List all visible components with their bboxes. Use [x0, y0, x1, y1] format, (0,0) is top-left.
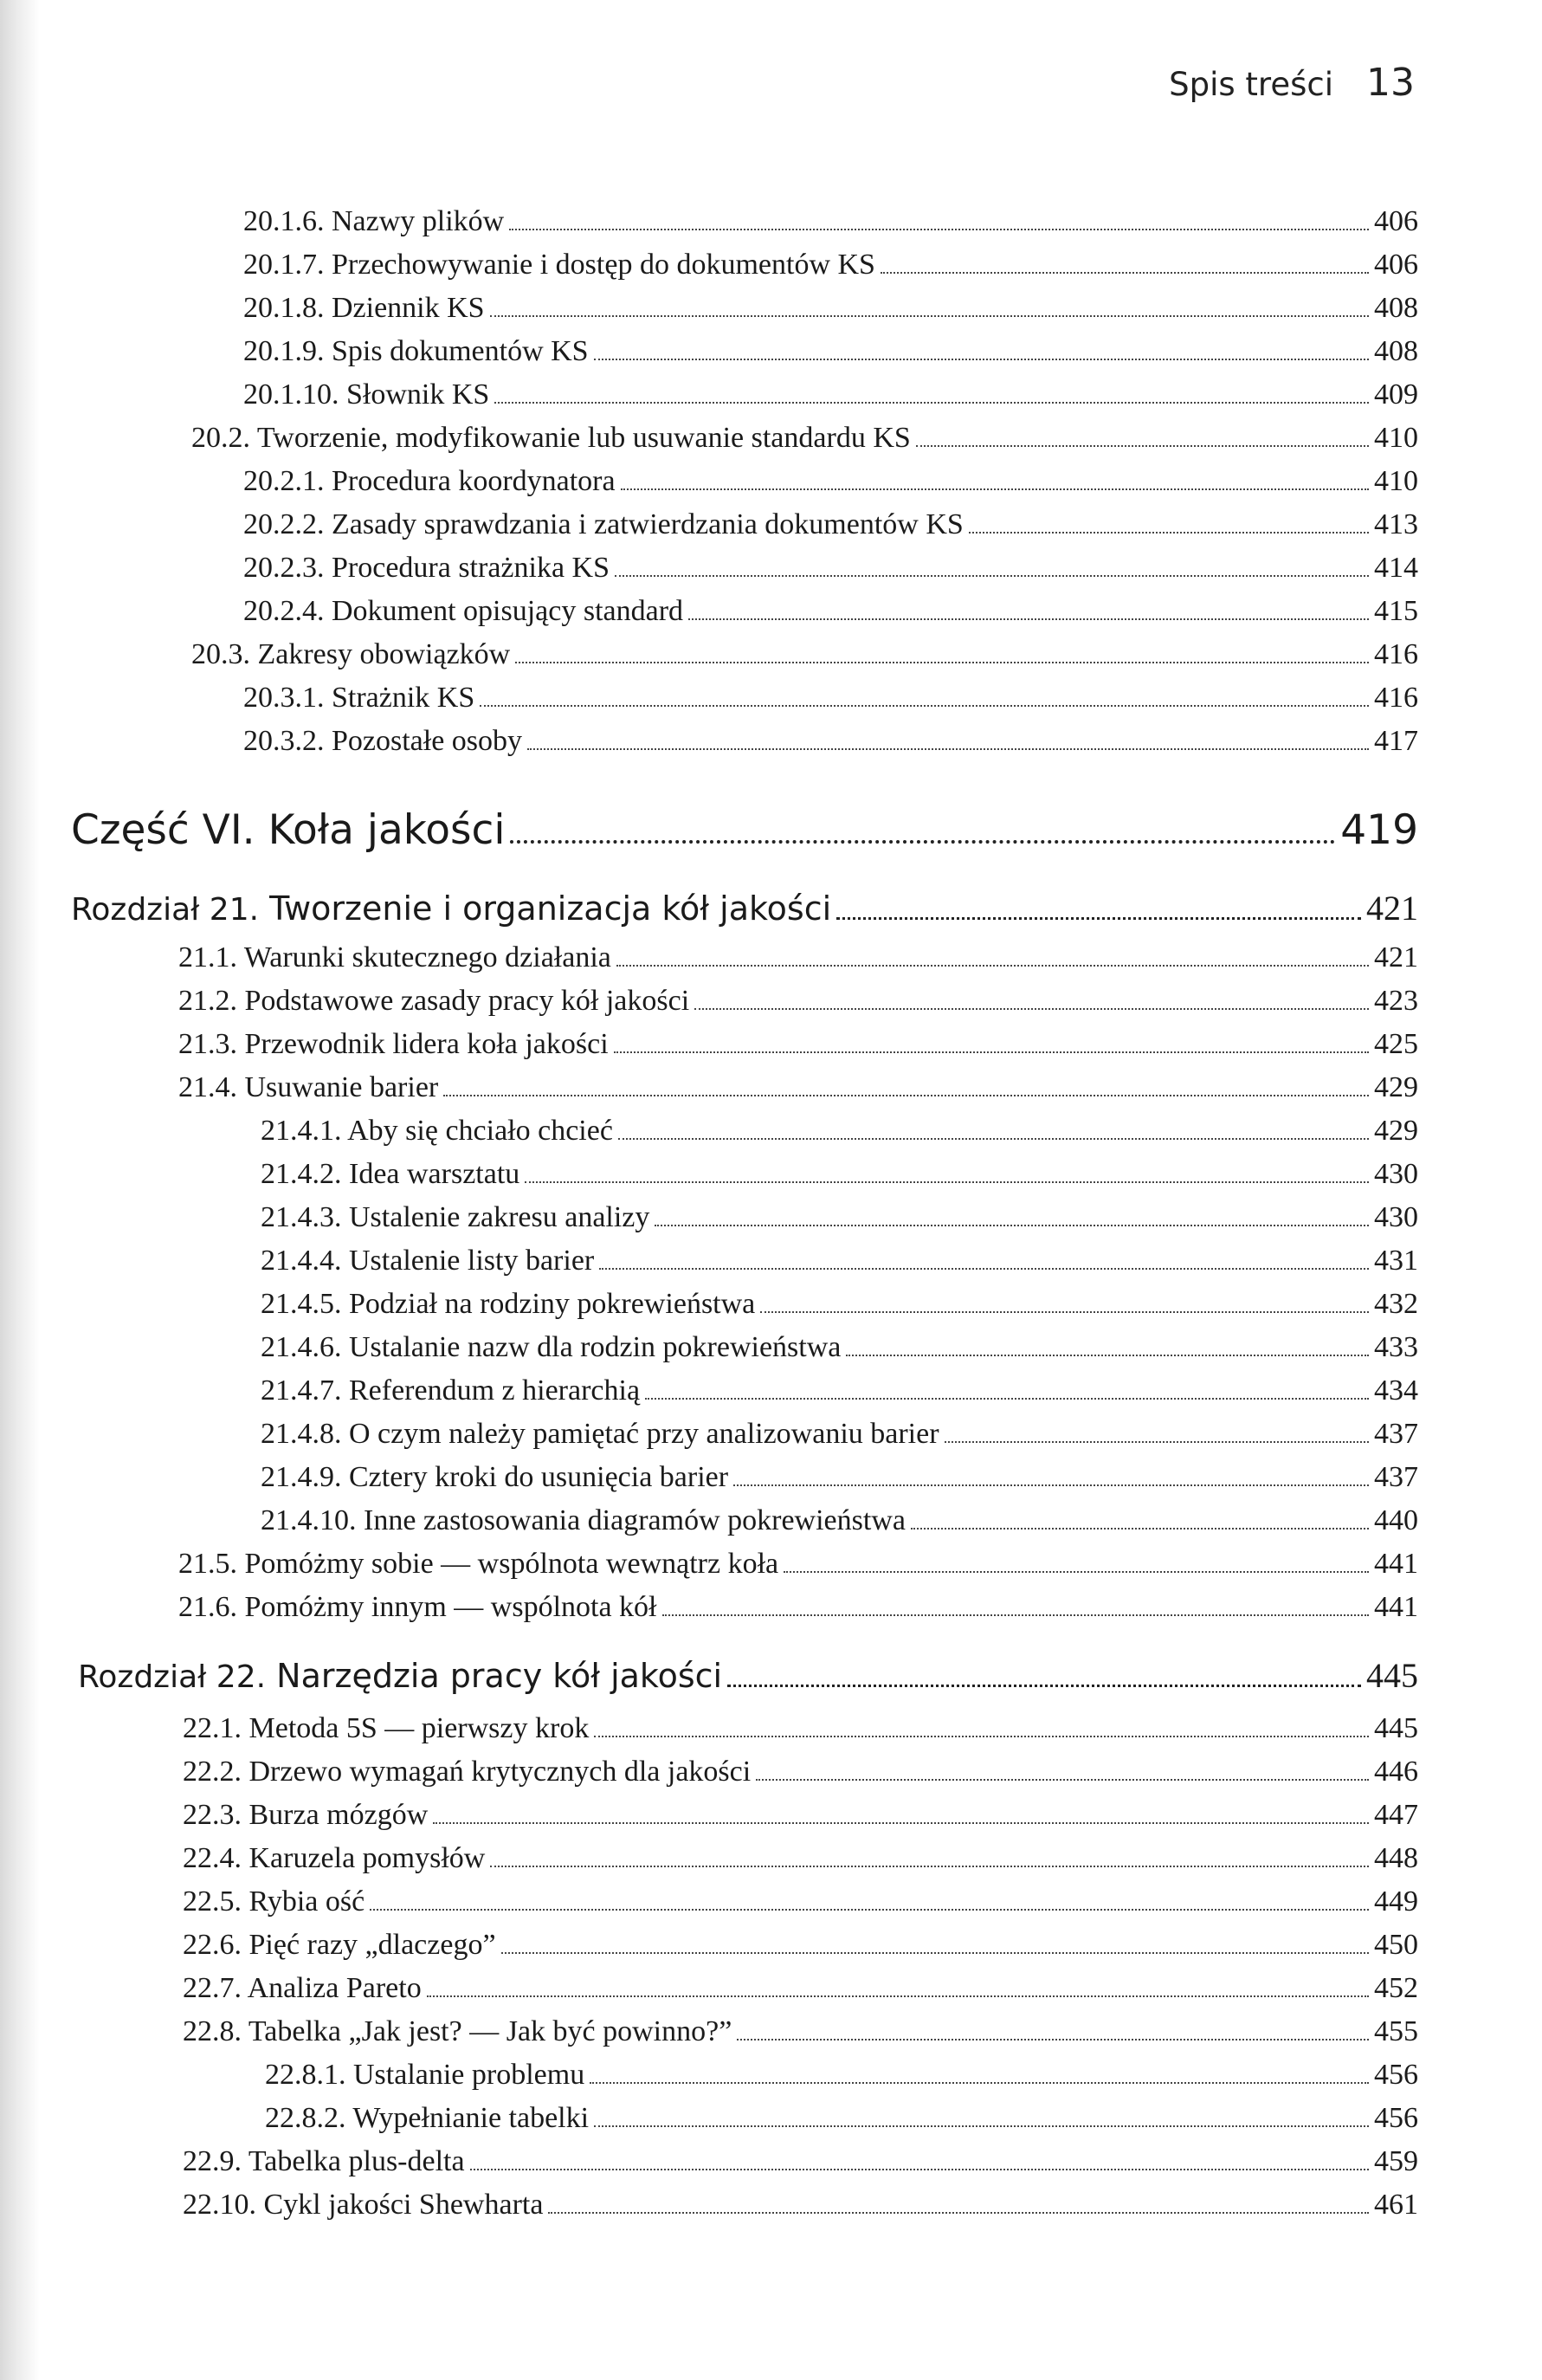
- toc-entry: [183, 1841, 1418, 1875]
- toc-chapter-heading: [71, 889, 1418, 928]
- toc-entry-page: 445: [1366, 1656, 1418, 1695]
- toc-entry-page: 430: [1374, 1158, 1418, 1190]
- toc-entry-page: 449: [1374, 1885, 1418, 1918]
- toc-entry-label: 22.8. Tabelka „Jak jest? — Jak być powinno?”: [183, 2015, 732, 2047]
- toc-entry: [261, 1330, 1418, 1364]
- toc-entry-label: 20.2.4. Dokument opisujący standard: [243, 595, 684, 627]
- toc-entry-page: 413: [1374, 508, 1418, 540]
- toc-entry-label: 22.6. Pięć razy „dlaczego”: [183, 1929, 496, 1961]
- leader-dots: [490, 1860, 1369, 1867]
- toc-entry: [243, 681, 1418, 715]
- toc-entry-label: 22.1. Metoda 5S — pierwszy krok: [183, 1712, 590, 1744]
- toc-entry-page: 452: [1374, 1972, 1418, 2004]
- toc-entry: [243, 724, 1418, 758]
- toc-entry-page: 414: [1374, 552, 1418, 584]
- toc-entry: [178, 984, 1418, 1018]
- toc-entry-label: 22.2. Drzewo wymagań krytycznych dla jakości: [183, 1756, 752, 1788]
- leader-dots: [688, 613, 1369, 620]
- leader-dots: [836, 912, 1361, 920]
- toc-entry: [243, 508, 1418, 541]
- running-title: Spis treści: [1169, 66, 1333, 103]
- toc-entry-page: 419: [1340, 806, 1418, 854]
- toc-entry-page: 461: [1374, 2189, 1418, 2221]
- toc-entry-page: 416: [1374, 638, 1418, 670]
- toc-entry-label: 21.4.1. Aby się chciało chcieć: [261, 1115, 613, 1147]
- toc-entry-label: [71, 890, 831, 928]
- leader-dots: [621, 483, 1369, 490]
- leader-dots: [694, 1003, 1369, 1010]
- toc-entry: [243, 334, 1418, 368]
- leader-dots: [443, 1090, 1369, 1096]
- toc-entry-label: 22.8.1. Ustalanie problemu: [265, 2059, 585, 2091]
- leader-dots: [490, 310, 1369, 317]
- toc-entry-page: 445: [1374, 1712, 1418, 1744]
- leader-dots: [433, 1817, 1369, 1824]
- toc-entry-label: 22.4. Karuzela pomysłów: [183, 1842, 486, 1874]
- toc-entry-label: 20.1.10. Słownik KS: [243, 378, 490, 411]
- toc-entry-page: 456: [1374, 2059, 1418, 2091]
- toc-entry-page: 408: [1374, 335, 1418, 367]
- toc-entry-page: 431: [1374, 1245, 1418, 1277]
- toc-entry-label: 21.6. Pomóżmy innym — wspólnota kół: [178, 1591, 657, 1623]
- leader-dots: [527, 743, 1369, 750]
- toc-entry-page: 437: [1374, 1461, 1418, 1493]
- leader-dots: [501, 1947, 1369, 1954]
- toc-entry-label: 20.1.7. Przechowywanie i dostęp do dokumentów KS: [243, 249, 875, 281]
- toc-entry: [191, 637, 1418, 671]
- leader-dots: [370, 1904, 1369, 1911]
- leader-dots: [509, 223, 1369, 230]
- toc-entry: [265, 2101, 1418, 2135]
- toc-entry-label: 20.1.8. Dziennik KS: [243, 292, 485, 324]
- toc-entry-label: Część VI. Koła jakości: [71, 806, 506, 854]
- toc-entry: [265, 2058, 1418, 2092]
- leader-dots: [480, 700, 1369, 707]
- toc-entry-label: 21.4.6. Ustalanie nazw dla rodzin pokrewieństwa: [261, 1331, 842, 1363]
- toc-entry-label: 21.4.8. O czym należy pamiętać przy analizowaniu barier: [261, 1418, 939, 1450]
- toc-entry-label: 22.5. Rybia ość: [183, 1885, 365, 1918]
- toc-entry-label: 21.4.7. Referendum z hierarchią: [261, 1374, 641, 1407]
- chapter-number: Rozdział 22.: [78, 1659, 267, 1695]
- leader-dots: [616, 960, 1369, 967]
- leader-dots: [618, 1133, 1369, 1140]
- leader-dots: [760, 1306, 1369, 1313]
- leader-dots: [510, 835, 1335, 844]
- leader-dots: [727, 1679, 1361, 1687]
- leader-dots: [733, 1479, 1369, 1486]
- toc-entry: [178, 941, 1418, 974]
- leader-dots: [615, 570, 1369, 577]
- page-number: 13: [1366, 61, 1415, 105]
- toc-entry-page: 429: [1374, 1115, 1418, 1147]
- toc-entry: [243, 594, 1418, 628]
- toc-entry-page: 410: [1374, 465, 1418, 497]
- toc-entry-label: 21.2. Podstawowe zasady pracy kół jakości: [178, 985, 690, 1017]
- toc-entry: [183, 2015, 1418, 2048]
- toc-entry: [261, 1114, 1418, 1148]
- toc-entry-page: 437: [1374, 1418, 1418, 1450]
- toc-entry-page: 447: [1374, 1799, 1418, 1831]
- leader-dots: [494, 397, 1369, 404]
- toc-entry: [183, 1885, 1418, 1918]
- toc-entry: [183, 1971, 1418, 2005]
- toc-entry: [183, 2188, 1418, 2222]
- toc-entry-label: 20.2.3. Procedura strażnika KS: [243, 552, 610, 584]
- toc-entry-label: 20.2.2. Zasady sprawdzania i zatwierdzania dokumentów KS: [243, 508, 964, 540]
- toc-entry-page: 440: [1374, 1504, 1418, 1536]
- leader-dots: [594, 2120, 1369, 2127]
- toc-entry-page: 450: [1374, 1929, 1418, 1961]
- toc-entry-page: 430: [1374, 1201, 1418, 1233]
- toc-entry-page: 406: [1374, 205, 1418, 237]
- toc-entry: [261, 1417, 1418, 1451]
- chapter-title: Tworzenie i organizacja kół jakości: [269, 889, 832, 928]
- toc-entry-label: 20.1.9. Spis dokumentów KS: [243, 335, 589, 367]
- toc-entry-page: 425: [1374, 1028, 1418, 1060]
- toc-entry-label: 21.3. Przewodnik lidera koła jakości: [178, 1028, 609, 1060]
- toc-entry: [261, 1460, 1418, 1494]
- toc-chapter-heading: [78, 1656, 1418, 1696]
- toc-entry-label: 21.4.5. Podział na rodziny pokrewieństwa: [261, 1288, 756, 1320]
- toc-entry: [243, 248, 1418, 281]
- toc-entry-page: 416: [1374, 682, 1418, 714]
- leader-dots: [784, 1566, 1369, 1573]
- toc-entry: [178, 1590, 1418, 1624]
- leader-dots: [427, 1990, 1369, 1997]
- leader-dots: [662, 1609, 1370, 1616]
- toc-entry-page: 448: [1374, 1842, 1418, 1874]
- leader-dots: [470, 2163, 1369, 2170]
- toc-entry-label: 20.3. Zakresy obowiązków: [191, 638, 511, 670]
- leader-dots: [594, 353, 1369, 360]
- toc-entry: [243, 204, 1418, 238]
- toc-entry-label: 20.1.6. Nazwy plików: [243, 205, 505, 237]
- leader-dots: [594, 1730, 1369, 1737]
- toc-entry: [261, 1374, 1418, 1407]
- toc-entry-page: 409: [1374, 378, 1418, 411]
- leader-dots: [911, 1523, 1369, 1530]
- toc-entry-label: 20.2.1. Procedura koordynatora: [243, 465, 616, 497]
- chapter-number: Rozdział 21.: [71, 892, 260, 928]
- toc-entry: [243, 378, 1418, 411]
- toc-entry-page: 446: [1374, 1756, 1418, 1788]
- toc-entry-label: 22.7. Analiza Pareto: [183, 1972, 422, 2004]
- leader-dots: [590, 2077, 1369, 2084]
- toc-entry: [261, 1200, 1418, 1234]
- toc-entry: [183, 1755, 1418, 1788]
- leader-dots: [599, 1263, 1369, 1270]
- toc-part-heading: [71, 807, 1418, 854]
- toc-entry-label: 21.4.2. Idea warsztatu: [261, 1158, 520, 1190]
- leader-dots: [525, 1176, 1369, 1183]
- toc-entry-label: 22.9. Tabelka plus-delta: [183, 2145, 465, 2177]
- toc-entry-page: 456: [1374, 2102, 1418, 2134]
- toc-entry-page: 441: [1374, 1591, 1418, 1623]
- toc-entry-label: 21.4.9. Cztery kroki do usunięcia barier: [261, 1461, 729, 1493]
- toc-entry-page: 433: [1374, 1331, 1418, 1363]
- toc-entry-label: 21.4. Usuwanie barier: [178, 1071, 439, 1103]
- toc-entry-page: 408: [1374, 292, 1418, 324]
- toc-entry-page: 410: [1374, 422, 1418, 454]
- toc-entry-label: 20.3.2. Pozostałe osoby: [243, 725, 523, 757]
- toc-entry: [261, 1504, 1418, 1537]
- toc-entry-label: 20.3.1. Strażnik KS: [243, 682, 475, 714]
- toc-entry-label: 21.4.4. Ustalenie listy barier: [261, 1245, 595, 1277]
- toc-entry-label: 21.1. Warunki skutecznego działania: [178, 941, 611, 973]
- leader-dots: [737, 2034, 1369, 2040]
- toc-entry-page: 415: [1374, 595, 1418, 627]
- toc-entry-label: 22.8.2. Wypełnianie tabelki: [265, 2102, 590, 2134]
- toc-entry-page: 441: [1374, 1548, 1418, 1580]
- toc-entry: [183, 1798, 1418, 1832]
- leader-dots: [945, 1436, 1369, 1443]
- leader-dots: [846, 1349, 1369, 1356]
- toc-entry: [261, 1287, 1418, 1321]
- toc-entry-page: 421: [1374, 941, 1418, 973]
- toc-entry-page: 406: [1374, 249, 1418, 281]
- leader-dots: [655, 1219, 1369, 1226]
- toc-entry-page: 455: [1374, 2015, 1418, 2047]
- leader-dots: [515, 656, 1369, 663]
- toc-entry-page: 417: [1374, 725, 1418, 757]
- leader-dots: [756, 1774, 1369, 1781]
- toc-entry: [243, 464, 1418, 498]
- leader-dots: [969, 527, 1369, 534]
- toc-entry-label: 21.4.10. Inne zastosowania diagramów pokrewieństwa: [261, 1504, 906, 1536]
- toc-entry: [183, 1928, 1418, 1962]
- toc-entry-page: 421: [1366, 889, 1418, 928]
- toc-entry-page: 423: [1374, 985, 1418, 1017]
- toc-entry-label: 20.2. Tworzenie, modyfikowanie lub usuwanie standardu KS: [191, 422, 911, 454]
- toc-entry-label: 22.3. Burza mózgów: [183, 1799, 429, 1831]
- toc-entry-label: [78, 1658, 722, 1696]
- toc-entry-label: 21.5. Pomóżmy sobie — wspólnota wewnątrz koła: [178, 1548, 779, 1580]
- toc-entry: [243, 291, 1418, 325]
- toc-entry-label: 21.4.3. Ustalenie zakresu analizy: [261, 1201, 650, 1233]
- toc-entry-label: 22.10. Cykl jakości Shewharta: [183, 2189, 544, 2221]
- toc-entry: [261, 1244, 1418, 1277]
- toc-entry: [183, 2144, 1418, 2178]
- toc-entry-page: 429: [1374, 1071, 1418, 1103]
- toc-entry: [191, 421, 1418, 455]
- leader-dots: [614, 1046, 1369, 1053]
- toc-entry: [261, 1157, 1418, 1191]
- leader-dots: [916, 440, 1369, 447]
- toc-entry-page: 434: [1374, 1374, 1418, 1407]
- leader-dots: [881, 267, 1369, 274]
- toc-entry: [243, 551, 1418, 585]
- toc-entry-page: 432: [1374, 1288, 1418, 1320]
- toc-entry: [183, 1711, 1418, 1745]
- toc-entry: [178, 1547, 1418, 1581]
- toc-entry: [178, 1070, 1418, 1104]
- toc-entry-page: 459: [1374, 2145, 1418, 2177]
- leader-dots: [548, 2207, 1369, 2214]
- chapter-title: Narzędzia pracy kół jakości: [276, 1657, 723, 1695]
- toc-entry: [178, 1027, 1418, 1061]
- leader-dots: [645, 1393, 1369, 1400]
